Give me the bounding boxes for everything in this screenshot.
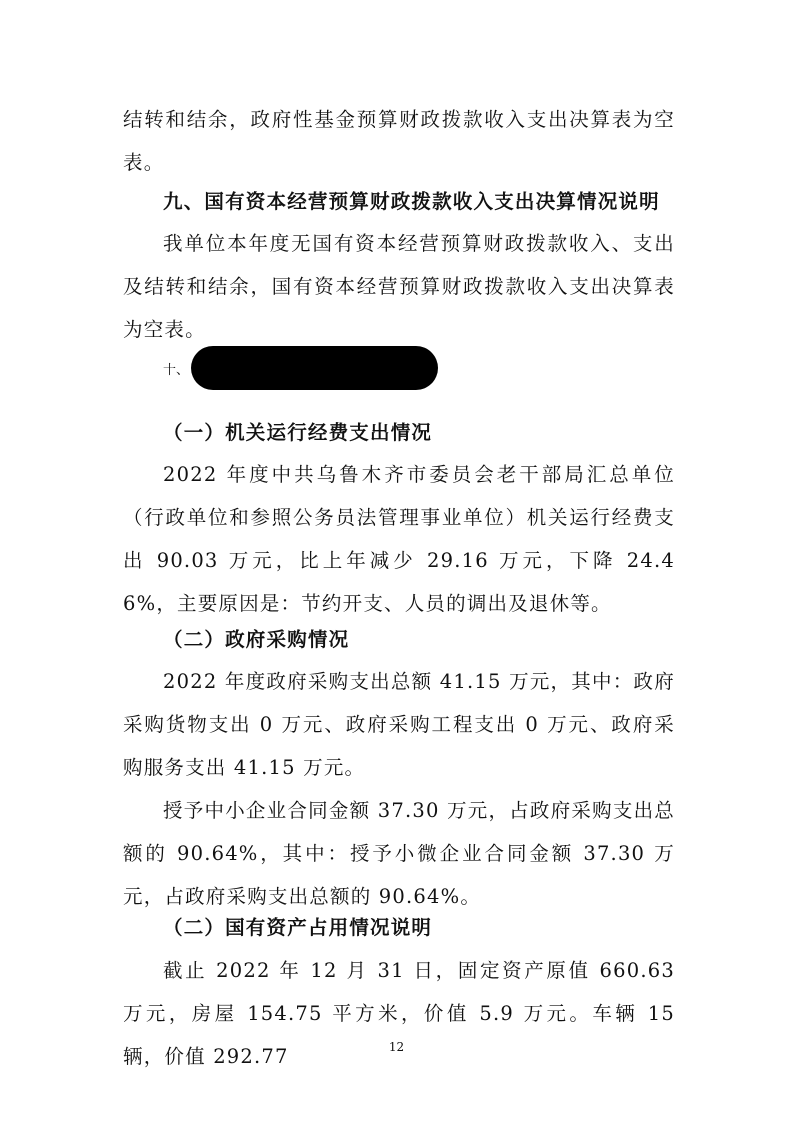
subheading-operating-costs: （一）机关运行经费支出情况: [163, 421, 433, 444]
redaction-bar: [191, 346, 438, 390]
paragraph-state-capital-budget: 我单位本年度无国有资本经营预算财政拨款收入、支出及结转和结余，国有资本经营预算财政拨款收入支出决算表为空表。: [123, 232, 675, 341]
paragraph-operating-costs: 2022 年度中共乌鲁木齐市委员会老干部局汇总单位（行政单位和参照公务员法管理事业单位）机关运行经费支出 90.03 万元，比上年减少 29.16 万元，下降 24.46%，主要原因是：节约开支、人员的调出及退休等。: [123, 463, 675, 615]
section-heading-9: 九、国有资本经营预算财政拨款收入支出决算情况说明: [163, 190, 660, 213]
section-10-prefix: 十、: [163, 362, 190, 378]
page-number: 12: [388, 1040, 405, 1054]
paragraph-fund-budget-end: 结转和结余，政府性基金预算财政拨款收入支出决算表为空表。: [123, 108, 675, 174]
subheading-procurement: （二）政府采购情况: [163, 628, 350, 651]
section-heading-10: [163, 346, 438, 390]
subheading-state-assets: （二）国有资产占用情况说明: [163, 916, 433, 939]
paragraph-state-assets: 截止 2022 年 12 月 31 日，固定资产原值 660.63 万元，房屋 154.75 平方米，价值 5.9 万元。车辆 15 辆，价值 292.77: [123, 959, 675, 1068]
paragraph-sme-contracts: 授予中小企业合同金额 37.30 万元，占政府采购支出总额的 90.64%，其中：授予小微企业合同金额 37.30 万元，占政府采购支出总额的 90.64%。: [123, 799, 675, 908]
paragraph-procurement: 2022 年度政府采购支出总额 41.15 万元，其中：政府采购货物支出 0 万元、政府采购工程支出 0 万元、政府采购服务支出 41.15 万元。: [123, 670, 675, 779]
